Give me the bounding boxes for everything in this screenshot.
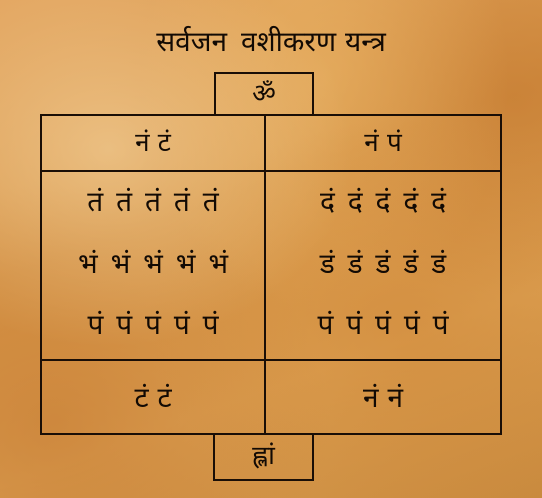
- title-part-2: वशीकरण यन्त्र: [241, 25, 386, 58]
- om-box: [214, 72, 314, 116]
- yantra-grid: [40, 114, 502, 435]
- left-row-2: भं भं भं भं भं: [77, 247, 229, 280]
- hram-box: [213, 433, 314, 481]
- right-row-1: दं दं दं दं दं: [320, 185, 446, 218]
- bottom-right-cell: नं नं: [363, 381, 403, 414]
- title-part-1: सर्वजन: [156, 25, 228, 58]
- grid-bottom-divider: [42, 359, 500, 361]
- yantra-title: [0, 20, 542, 64]
- om-symbol: ॐ: [252, 79, 276, 109]
- grid-top-divider: [42, 170, 500, 172]
- bottom-left-cell: टं टं: [134, 381, 172, 414]
- top-left-cell: नं टं: [135, 128, 171, 158]
- hram-syllable: ह्लां: [252, 441, 275, 471]
- left-row-1: तं तं तं तं तं: [87, 185, 219, 218]
- left-row-3: पं पं पं पं पं: [87, 308, 219, 341]
- top-right-cell: नं पं: [364, 128, 402, 158]
- right-row-2: डं डं डं डं डं: [319, 247, 447, 280]
- right-row-3: पं पं पं पं पं: [317, 308, 449, 341]
